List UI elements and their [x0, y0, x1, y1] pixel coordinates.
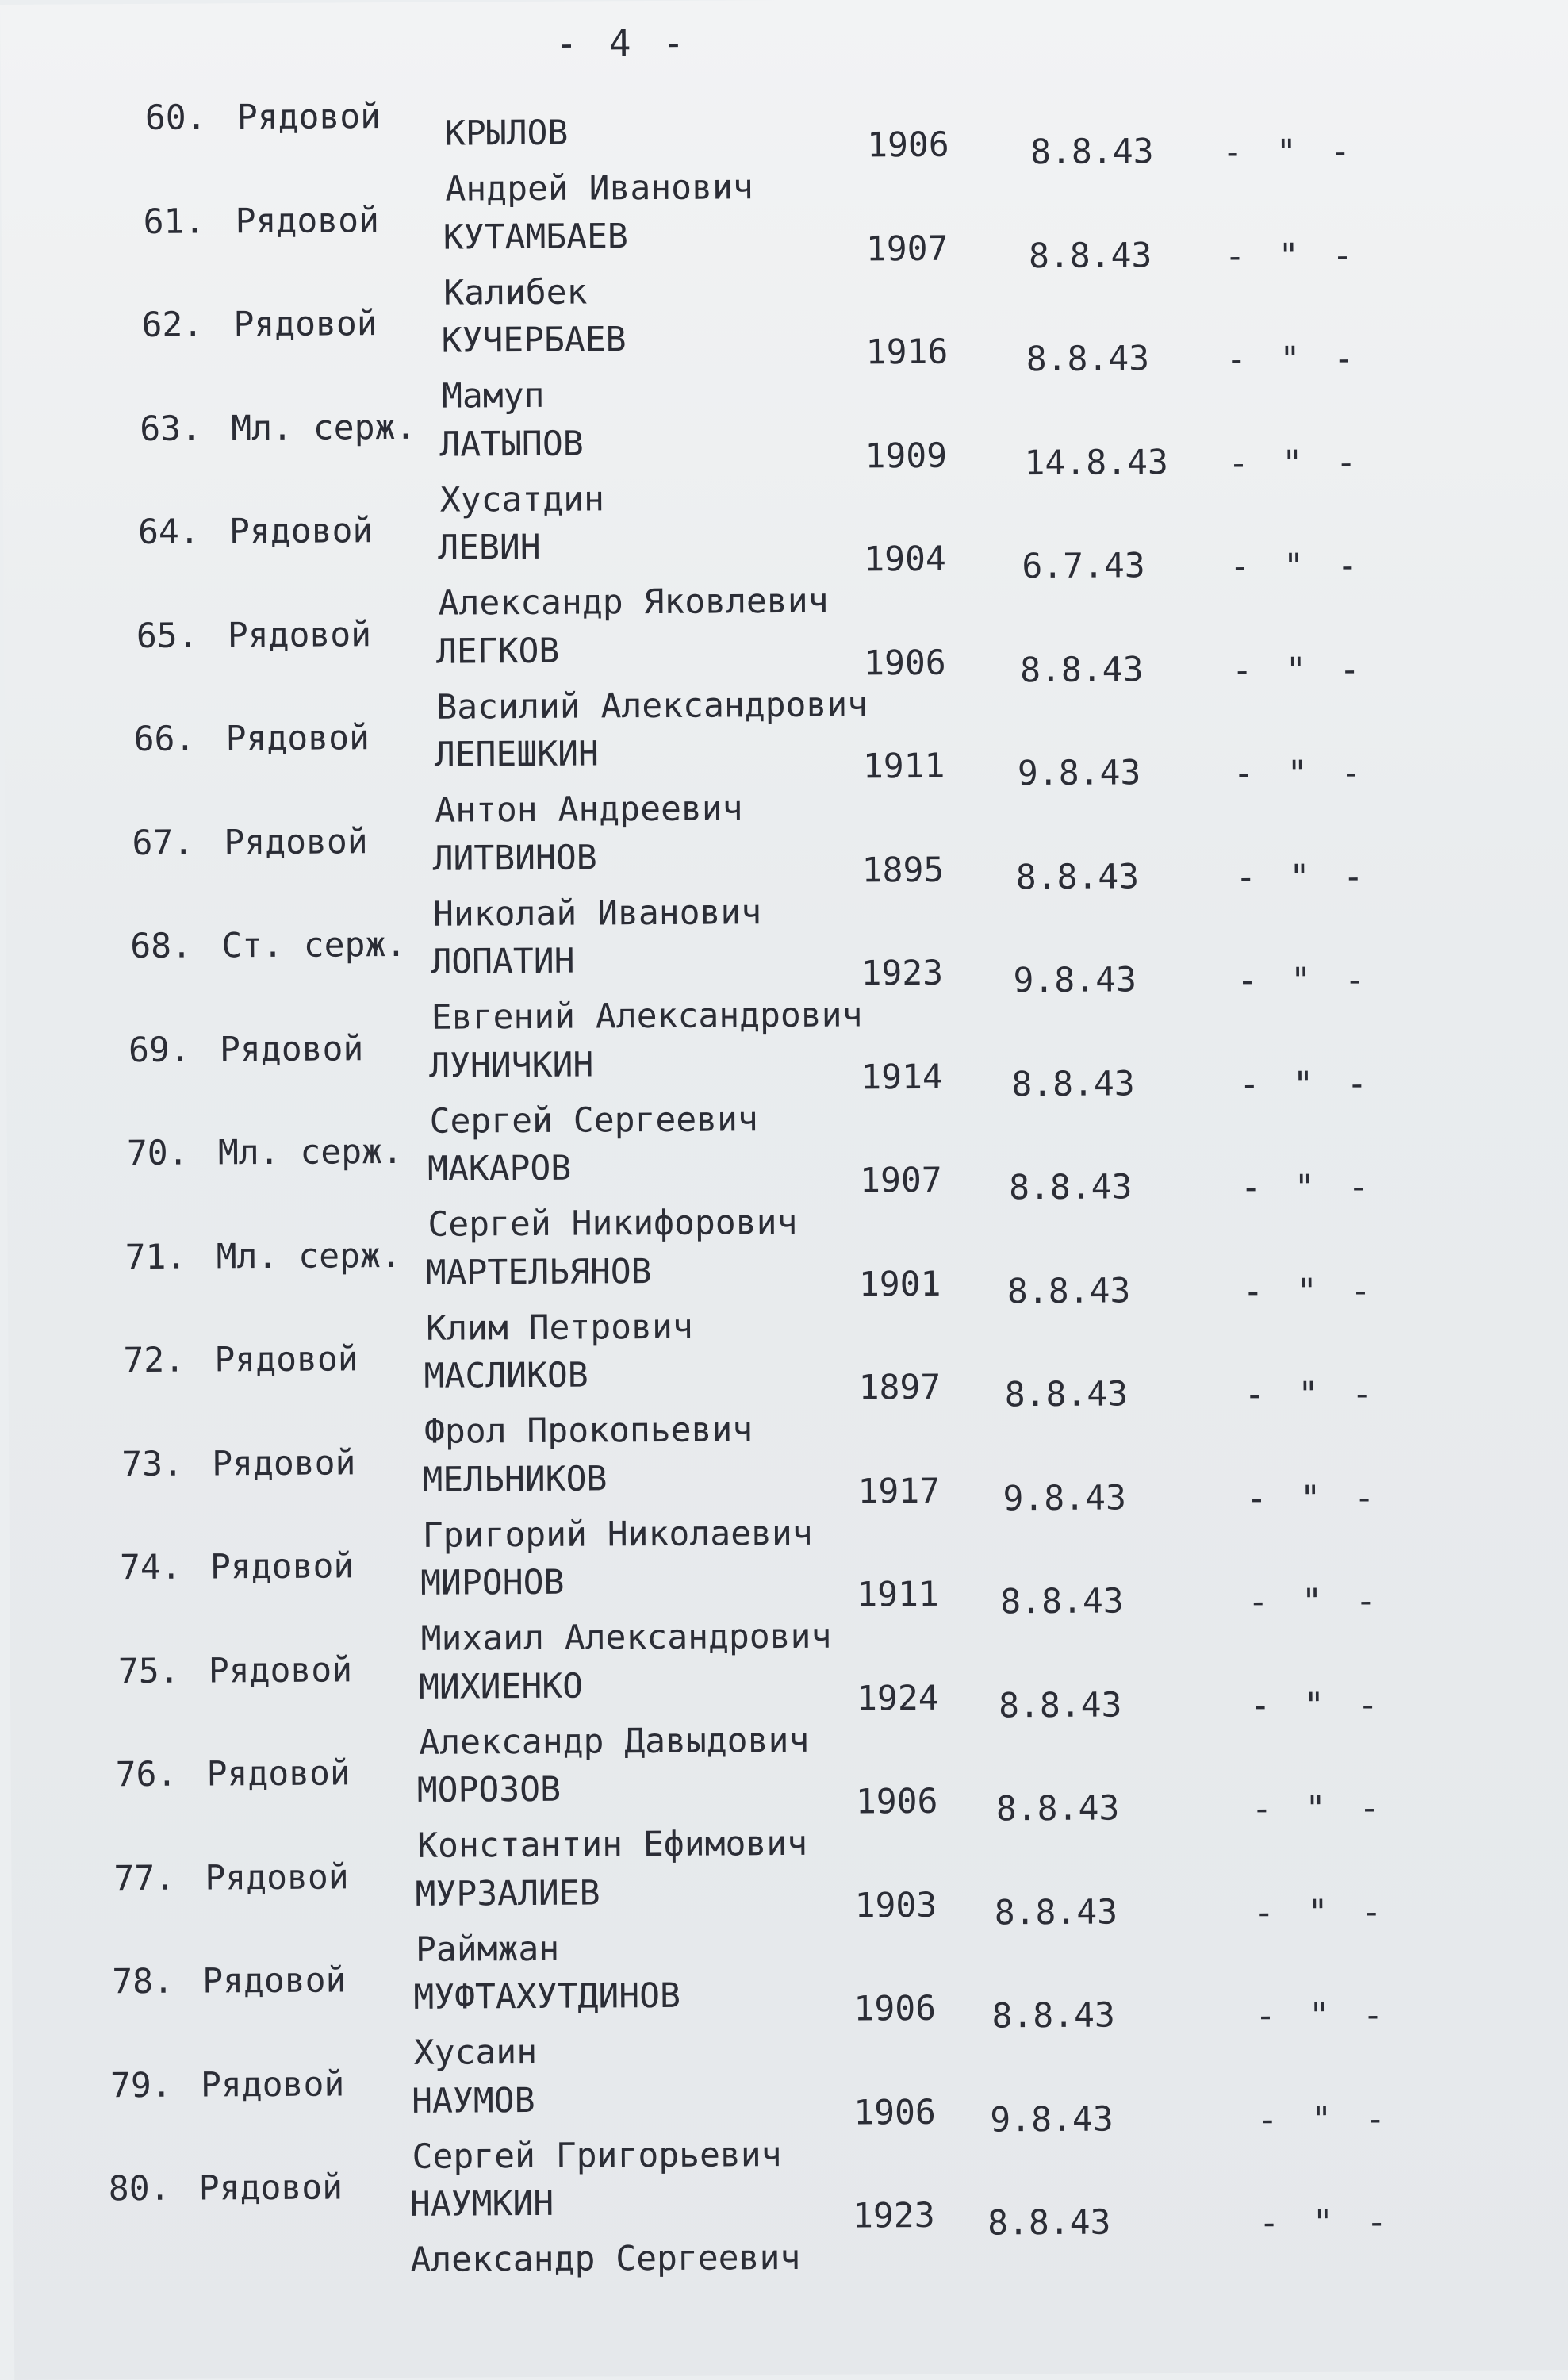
entry-birth-year: 1906 — [855, 1781, 938, 1822]
entry-surname: ЛУНИЧКИН — [429, 1045, 594, 1086]
list-item — [10, 1538, 1568, 1659]
entry-ditto-mark: - " - — [1229, 546, 1364, 587]
entry-number: 60. — [144, 98, 207, 138]
list-item — [2, 193, 1568, 313]
entry-birth-year: 1895 — [861, 850, 945, 891]
entry-given-names: Евгений Александрович — [431, 995, 863, 1038]
entry-date: 8.8.43 — [995, 1788, 1120, 1829]
entry-given-names: Александр Давыдович — [419, 1720, 810, 1763]
entry-birth-year: 1917 — [857, 1471, 941, 1512]
entry-date: 8.8.43 — [998, 1685, 1122, 1726]
list-item — [10, 1745, 1568, 1866]
entry-number: 68. — [130, 926, 193, 967]
entry-rank: Рядовой — [235, 201, 380, 242]
entry-number: 76. — [115, 1754, 178, 1795]
entry-number: 72. — [123, 1340, 186, 1381]
entry-rank: Рядовой — [212, 1443, 356, 1484]
entry-birth-year: 1911 — [857, 1574, 939, 1615]
entry-number: 63. — [140, 409, 202, 449]
list-item — [10, 1642, 1568, 1763]
entry-date: 8.8.43 — [1000, 1581, 1124, 1622]
entry-ditto-mark: - " - — [1255, 1995, 1390, 2036]
entry-date: 8.8.43 — [987, 2202, 1111, 2244]
entry-surname: НАУМОВ — [412, 2080, 535, 2121]
entry-surname: МАКАРОВ — [427, 1148, 572, 1189]
entry-rank: Рядовой — [225, 718, 370, 759]
entry-ditto-mark: - " - — [1236, 960, 1372, 1001]
entry-surname: КУТАМБАЕВ — [443, 217, 628, 258]
entry-surname: ЛЕВИН — [438, 527, 541, 568]
entry-date: 14.8.43 — [1024, 443, 1168, 484]
entry-rank: Мл. серж. — [216, 1235, 401, 1277]
list-item — [12, 1952, 1568, 2073]
entry-given-names: Фрол Прокопьевич — [424, 1410, 753, 1452]
entry-number: 80. — [108, 2168, 171, 2209]
entry-ditto-mark: - " - — [1246, 1478, 1382, 1519]
entry-date: 8.8.43 — [1008, 1167, 1133, 1208]
entry-given-names: Николай Иванович — [432, 892, 762, 935]
entry-birth-year: 1911 — [862, 746, 945, 787]
entry-given-names: Антон Андреевич — [435, 789, 743, 831]
entry-birth-year: 1916 — [865, 332, 949, 373]
entry-birth-year: 1923 — [852, 2195, 935, 2236]
entry-rank: Рядовой — [205, 1857, 349, 1898]
entry-birth-year: 1906 — [853, 1988, 937, 2029]
entry-given-names: Хусаин — [413, 2032, 538, 2073]
entry-surname: КРЫЛОВ — [444, 113, 569, 154]
entry-date: 8.8.43 — [1030, 132, 1154, 173]
entry-date: 8.8.43 — [1006, 1271, 1131, 1312]
entry-number: 69. — [128, 1030, 190, 1071]
entry-number: 79. — [109, 2065, 172, 2106]
list-item — [7, 1124, 1568, 1245]
entry-ditto-mark: - " - — [1257, 2099, 1392, 2140]
entry-number: 70. — [126, 1133, 189, 1174]
entry-ditto-mark: - " - — [1225, 339, 1361, 380]
entry-date: 8.8.43 — [1015, 857, 1140, 898]
entry-given-names: Михаил Александрович — [420, 1616, 832, 1659]
list-item — [13, 2159, 1568, 2280]
entry-date: 9.8.43 — [990, 2099, 1114, 2140]
entry-given-names: Александр Сергеевич — [410, 2237, 801, 2280]
list-item — [3, 503, 1568, 624]
list-item — [8, 1331, 1568, 1452]
entry-surname: МАСЛИКОВ — [424, 1355, 588, 1396]
entry-birth-year: 1923 — [861, 953, 944, 994]
entry-ditto-mark: - " - — [1224, 236, 1359, 277]
entry-birth-year: 1904 — [864, 539, 947, 580]
list-item — [5, 710, 1568, 831]
entry-surname: КУЧЕРБАЕВ — [441, 320, 627, 361]
entry-surname: МАРТЕЛЬЯНОВ — [425, 1252, 652, 1293]
entry-surname: ЛОПАТИН — [431, 941, 575, 982]
entry-given-names: Григорий Николаевич — [422, 1513, 813, 1556]
entry-surname: МУФТАХУТДИНОВ — [413, 1975, 681, 2017]
page-number: - 4 - — [555, 21, 689, 65]
entry-rank: Ст. серж. — [221, 924, 407, 966]
entry-given-names: Александр Яковлевич — [438, 581, 829, 624]
entry-date: 8.8.43 — [1011, 1064, 1135, 1105]
entry-number: 73. — [121, 1444, 184, 1485]
entry-birth-year: 1901 — [858, 1264, 941, 1305]
entry-date: 9.8.43 — [1003, 1478, 1127, 1519]
entry-birth-year: 1909 — [865, 436, 948, 477]
entry-rank: Рядовой — [228, 511, 374, 552]
entry-rank: Рядовой — [209, 1546, 355, 1587]
list-item — [6, 917, 1568, 1038]
entry-rank: Мл. серж. — [231, 407, 416, 449]
entry-surname: МУРЗАЛИЕВ — [415, 1873, 600, 1914]
entry-rank: Рядовой — [224, 822, 368, 863]
entry-given-names: Василий Александрович — [436, 685, 868, 727]
entry-date: 8.8.43 — [1004, 1374, 1129, 1415]
entry-given-names: Раймжан — [415, 1929, 560, 1970]
entry-ditto-mark: - " - — [1258, 2202, 1394, 2244]
entry-date: 6.7.43 — [1022, 546, 1145, 587]
list-item — [13, 2056, 1568, 2177]
entry-number: 61. — [143, 202, 205, 242]
entry-birth-year: 1906 — [863, 643, 946, 684]
entry-number: 71. — [125, 1237, 187, 1278]
entry-number: 67. — [132, 823, 194, 864]
list-item — [2, 400, 1568, 520]
entry-rank: Рядовой — [219, 1029, 364, 1070]
list-item — [11, 1849, 1568, 1970]
entry-surname: МОРОЗОВ — [416, 1769, 562, 1810]
entry-ditto-mark: - " - — [1233, 753, 1368, 794]
entry-number: 75. — [117, 1651, 180, 1692]
entry-number: 78. — [112, 1961, 174, 2002]
entry-number: 66. — [133, 719, 196, 760]
entry-date: 8.8.43 — [1028, 236, 1152, 277]
list-item — [9, 1435, 1568, 1556]
list-item — [6, 1021, 1568, 1142]
entry-surname: ЛЕГКОВ — [435, 631, 560, 672]
entry-number: 62. — [141, 305, 204, 345]
entry-surname: НАУМКИН — [409, 2183, 554, 2225]
entry-date: 8.8.43 — [994, 1892, 1118, 1933]
entry-ditto-mark: - " - — [1235, 857, 1371, 898]
entry-given-names: Сергей Григорьевич — [412, 2135, 782, 2177]
entry-given-names: Сергей Никифорович — [427, 1202, 798, 1245]
entry-date: 9.8.43 — [1017, 753, 1141, 794]
entry-given-names: Клим Петрович — [426, 1307, 693, 1349]
entry-surname: ЛАТЫПОВ — [439, 424, 584, 465]
entry-birth-year: 1914 — [861, 1057, 944, 1098]
entry-number: 77. — [113, 1858, 176, 1899]
entry-surname: ЛЕПЕШКИН — [434, 734, 600, 775]
entry-rank: Рядовой — [206, 1753, 351, 1795]
entry-number: 64. — [137, 512, 200, 552]
entry-number: 74. — [119, 1547, 182, 1588]
entry-surname: ЛИТВИНОВ — [432, 838, 597, 879]
entry-ditto-mark: - " - — [1239, 1064, 1374, 1105]
entry-given-names: Мамуп — [441, 375, 545, 416]
entry-ditto-mark: - " - — [1251, 1788, 1386, 1829]
entry-rank: Мл. серж. — [217, 1131, 404, 1173]
entry-surname: МИРОНОВ — [420, 1562, 565, 1603]
entry-given-names: Сергей Сергеевич — [429, 1100, 758, 1142]
list-item — [5, 814, 1568, 935]
entry-rank: Рядовой — [227, 615, 372, 656]
entry-rank: Рядовой — [200, 2064, 345, 2106]
entry-surname: МИХИЕНКО — [418, 1666, 584, 1707]
entry-date: 9.8.43 — [1013, 960, 1137, 1001]
entry-ditto-mark: - " - — [1242, 1271, 1378, 1312]
entry-birth-year: 1906 — [853, 2092, 936, 2133]
entry-ditto-mark: - " - — [1228, 443, 1363, 484]
entry-date: 8.8.43 — [1026, 339, 1150, 380]
entry-ditto-mark: - " - — [1248, 1581, 1382, 1622]
entry-rank: Рядовой — [214, 1339, 358, 1380]
entry-ditto-mark: - " - — [1253, 1892, 1389, 1933]
entry-given-names: Калибек — [443, 272, 588, 313]
entry-birth-year: 1906 — [866, 125, 949, 166]
entry-ditto-mark: - " - — [1240, 1167, 1375, 1208]
entry-rank: Рядовой — [236, 97, 381, 138]
list-item — [1, 89, 1568, 209]
entry-birth-year: 1903 — [854, 1885, 937, 1926]
entry-ditto-mark: - " - — [1244, 1374, 1379, 1415]
entry-birth-year: 1897 — [858, 1367, 941, 1408]
list-item — [4, 607, 1568, 727]
entry-rank: Рядовой — [202, 1960, 347, 2002]
entry-surname: МЕЛЬНИКОВ — [422, 1459, 608, 1500]
entry-given-names: Андрей Иванович — [445, 167, 753, 209]
entry-date: 8.8.43 — [1020, 650, 1144, 691]
entry-ditto-mark: - " - — [1232, 650, 1367, 691]
list-item — [2, 296, 1568, 416]
entry-ditto-mark: - " - — [1249, 1685, 1385, 1726]
entry-ditto-mark: - " - — [1222, 132, 1357, 173]
entry-birth-year: 1907 — [859, 1160, 942, 1201]
list-item — [8, 1228, 1568, 1349]
entry-birth-year: 1907 — [865, 228, 949, 270]
entry-given-names: Хусатдин — [439, 479, 605, 520]
entry-date: 8.8.43 — [991, 1995, 1116, 2036]
entry-given-names: Константин Ефимович — [417, 1823, 808, 1866]
entry-rank: Рядовой — [233, 304, 378, 345]
entry-number: 65. — [136, 616, 198, 657]
entry-birth-year: 1924 — [856, 1678, 939, 1719]
entry-rank: Рядовой — [208, 1650, 353, 1691]
entry-rank: Рядовой — [198, 2167, 343, 2209]
